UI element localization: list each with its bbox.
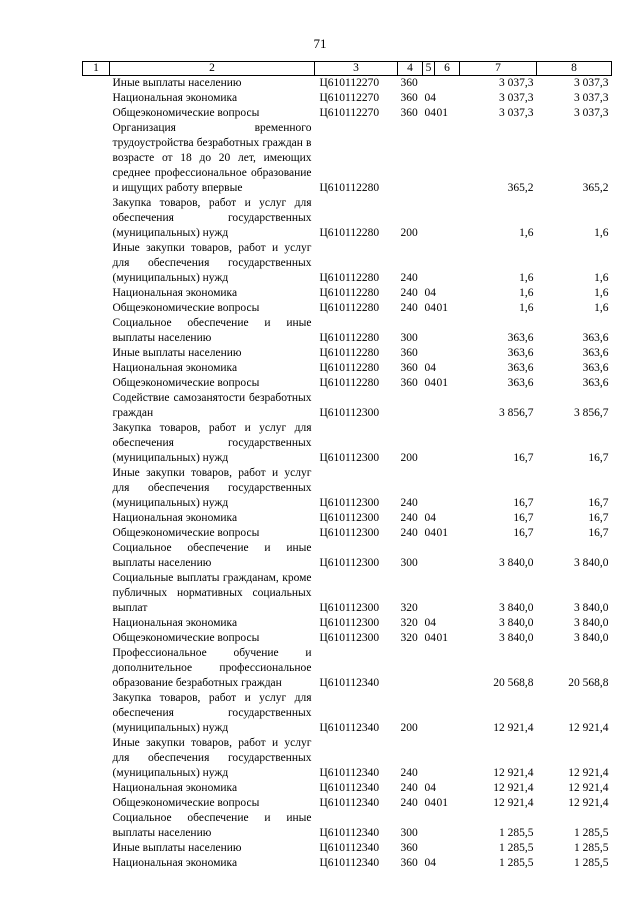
row-target-code: Ц610112340	[319, 797, 380, 809]
row-section	[423, 121, 435, 196]
row-section: 04	[424, 632, 436, 644]
row-section	[423, 841, 435, 856]
table-row	[83, 736, 612, 781]
row-amount-1: 3 840,0	[499, 557, 534, 569]
row-section	[423, 736, 435, 781]
row-name: Социальное обеспечение и иные выплаты населению	[112, 542, 312, 569]
row-amount-1: 12 921,4	[493, 782, 534, 794]
row-name: Закупка товаров, работ и услуг для обеспечения государственных (муниципальных) нужд	[112, 197, 312, 239]
row-col-1	[83, 811, 110, 841]
row-amount-1: 12 921,4	[493, 767, 534, 779]
row-section: 04	[424, 617, 436, 629]
row-amount-2: 3 037,3	[574, 92, 609, 104]
row-col-1	[83, 421, 110, 466]
table-row	[83, 631, 612, 646]
row-target-code: Ц610112300	[319, 452, 380, 464]
header-col-5: 5	[423, 62, 435, 76]
row-amount-1: 1 285,5	[499, 857, 534, 869]
row-target-code: Ц610112340	[319, 782, 380, 794]
row-section: 04	[424, 797, 436, 809]
row-amount-2: 3 037,3	[574, 107, 609, 119]
row-subsection	[435, 856, 460, 871]
row-section	[423, 541, 435, 571]
row-amount-2: 365,2	[582, 182, 609, 194]
row-expense-type: 360	[400, 347, 418, 359]
table-row	[83, 646, 612, 691]
row-name: Закупка товаров, работ и услуг для обеспечения государственных (муниципальных) нужд	[112, 422, 312, 464]
row-section: 04	[424, 287, 436, 299]
row-target-code: Ц610112280	[319, 332, 380, 344]
row-section	[423, 691, 435, 736]
row-target-code: Ц610112340	[319, 722, 380, 734]
row-col-1	[83, 646, 110, 691]
row-expense-type: 240	[400, 527, 418, 539]
row-amount-2: 20 568,8	[568, 677, 609, 689]
table-row	[83, 571, 612, 616]
row-section: 04	[424, 782, 436, 794]
row-amount-1: 20 568,8	[493, 677, 534, 689]
table-row	[83, 196, 612, 241]
row-target-code: Ц610112280	[319, 377, 380, 389]
row-name: Общеэкономические вопросы	[112, 107, 260, 119]
row-name: Национальная экономика	[112, 782, 238, 794]
row-amount-2: 12 921,4	[568, 797, 609, 809]
row-subsection	[435, 121, 460, 196]
row-section: 04	[424, 302, 436, 314]
row-amount-2: 16,7	[588, 512, 609, 524]
row-col-1	[83, 301, 110, 316]
row-target-code: Ц610112340	[319, 827, 380, 839]
row-col-1	[83, 736, 110, 781]
row-amount-2: 1,6	[594, 272, 609, 284]
row-target-code: Ц610112300	[319, 497, 380, 509]
row-target-code: Ц610112340	[319, 677, 380, 689]
row-amount-1: 1,6	[519, 302, 534, 314]
row-col-1	[83, 511, 110, 526]
row-section: 04	[424, 362, 436, 374]
row-section: 04	[424, 857, 436, 869]
row-amount-2: 16,7	[588, 452, 609, 464]
row-expense-type: 240	[400, 797, 418, 809]
row-name: Национальная экономика	[112, 512, 238, 524]
row-col-1	[83, 781, 110, 796]
row-section	[423, 76, 435, 92]
row-name: Социальные выплаты гражданам, кроме публичных нормативных социальных выплат	[112, 572, 312, 614]
row-subsection	[435, 466, 460, 511]
row-name: Социальное обеспечение и иные выплаты населению	[112, 812, 312, 839]
table-row	[83, 811, 612, 841]
row-col-1	[83, 631, 110, 646]
row-section	[423, 571, 435, 616]
table-row	[83, 346, 612, 361]
row-col-1	[83, 691, 110, 736]
row-subsection: 01	[436, 377, 448, 389]
row-amount-2: 1 285,5	[574, 827, 609, 839]
row-subsection	[435, 286, 460, 301]
row-subsection	[435, 91, 460, 106]
row-subsection: 01	[436, 797, 448, 809]
row-name: Содействие самозанятости безработных граждан	[112, 392, 312, 419]
header-col-4: 4	[398, 62, 423, 76]
row-name: Общеэкономические вопросы	[112, 632, 260, 644]
row-expense-type	[398, 391, 423, 421]
row-section	[423, 466, 435, 511]
row-subsection	[435, 646, 460, 691]
row-col-1	[83, 316, 110, 346]
table-row	[83, 856, 612, 871]
row-expense-type: 360	[400, 92, 418, 104]
table-row	[83, 301, 612, 316]
row-subsection	[435, 691, 460, 736]
header-col-7: 7	[460, 62, 537, 76]
row-amount-1: 363,6	[507, 377, 534, 389]
row-target-code: Ц610112300	[319, 632, 380, 644]
row-expense-type: 240	[400, 782, 418, 794]
row-expense-type: 240	[400, 512, 418, 524]
row-target-code: Ц610112300	[319, 557, 380, 569]
row-subsection	[435, 781, 460, 796]
row-subsection: 01	[436, 632, 448, 644]
row-col-1	[83, 361, 110, 376]
row-amount-2: 363,6	[582, 377, 609, 389]
row-target-code: Ц610112270	[319, 77, 380, 89]
row-subsection: 01	[436, 302, 448, 314]
row-col-1	[83, 241, 110, 286]
row-amount-1: 1,6	[519, 227, 534, 239]
table-row	[83, 796, 612, 811]
row-section: 04	[424, 527, 436, 539]
row-target-code: Ц610112300	[319, 407, 380, 419]
row-target-code: Ц610112280	[319, 362, 380, 374]
row-col-1	[83, 121, 110, 196]
row-amount-2: 12 921,4	[568, 782, 609, 794]
row-amount-1: 3 840,0	[499, 602, 534, 614]
row-target-code: Ц610112280	[319, 227, 380, 239]
row-target-code: Ц610112280	[319, 287, 380, 299]
row-amount-1: 1 285,5	[499, 827, 534, 839]
row-amount-2: 12 921,4	[568, 722, 609, 734]
table-row	[83, 421, 612, 466]
row-subsection	[435, 76, 460, 92]
table-row	[83, 466, 612, 511]
row-target-code: Ц610112340	[319, 857, 380, 869]
row-amount-1: 363,6	[507, 347, 534, 359]
row-section: 04	[424, 377, 436, 389]
row-subsection	[435, 541, 460, 571]
row-col-1	[83, 391, 110, 421]
row-expense-type: 360	[400, 107, 418, 119]
row-expense-type: 240	[400, 302, 418, 314]
row-amount-2: 3 840,0	[574, 617, 609, 629]
row-amount-1: 1 285,5	[499, 842, 534, 854]
table-row	[83, 316, 612, 346]
row-amount-2: 1,6	[594, 227, 609, 239]
row-section	[423, 196, 435, 241]
row-name: Иные выплаты населению	[112, 347, 242, 359]
row-target-code: Ц610112270	[319, 107, 380, 119]
row-amount-2: 3 037,3	[574, 77, 609, 89]
row-expense-type: 360	[400, 362, 418, 374]
row-col-1	[83, 856, 110, 871]
row-subsection	[435, 391, 460, 421]
row-expense-type: 240	[400, 767, 418, 779]
row-amount-1: 365,2	[507, 182, 534, 194]
row-target-code: Ц610112300	[319, 617, 380, 629]
row-amount-1: 16,7	[513, 512, 534, 524]
header-col-8: 8	[537, 62, 612, 76]
row-amount-1: 3 037,3	[499, 77, 534, 89]
row-amount-2: 16,7	[588, 527, 609, 539]
budget-table	[82, 61, 612, 871]
row-subsection	[435, 841, 460, 856]
row-expense-type: 360	[400, 857, 418, 869]
row-name: Иные выплаты населению	[112, 842, 242, 854]
row-col-1	[83, 541, 110, 571]
table-row	[83, 361, 612, 376]
row-amount-2: 1 285,5	[574, 857, 609, 869]
row-expense-type: 240	[400, 287, 418, 299]
row-col-1	[83, 286, 110, 301]
row-name: Иные закупки товаров, работ и услуг для обеспечения государственных (муниципальных) нужд	[112, 242, 312, 284]
row-section: 04	[424, 107, 436, 119]
row-subsection: 01	[436, 527, 448, 539]
row-subsection	[435, 421, 460, 466]
row-amount-2: 1 285,5	[574, 842, 609, 854]
row-expense-type: 200	[400, 452, 418, 464]
row-amount-2: 1,6	[594, 302, 609, 314]
row-name: Общеэкономические вопросы	[112, 797, 260, 809]
row-section: 04	[424, 512, 436, 524]
row-subsection	[435, 196, 460, 241]
row-section	[423, 421, 435, 466]
table-row	[83, 616, 612, 631]
header-col-2: 2	[110, 62, 315, 76]
row-col-1	[83, 376, 110, 391]
row-amount-2: 1,6	[594, 287, 609, 299]
table-row	[83, 121, 612, 196]
row-amount-1: 1,6	[519, 287, 534, 299]
row-target-code: Ц610112340	[319, 767, 380, 779]
row-name: Общеэкономические вопросы	[112, 302, 260, 314]
row-amount-1: 12 921,4	[493, 722, 534, 734]
row-amount-1: 363,6	[507, 332, 534, 344]
row-amount-2: 3 856,7	[574, 407, 609, 419]
row-expense-type: 320	[400, 617, 418, 629]
row-subsection	[435, 736, 460, 781]
row-col-1	[83, 76, 110, 92]
row-section	[423, 316, 435, 346]
row-amount-1: 16,7	[513, 527, 534, 539]
row-subsection	[435, 571, 460, 616]
row-subsection: 01	[436, 107, 448, 119]
table-row	[83, 106, 612, 121]
row-expense-type: 240	[400, 272, 418, 284]
row-expense-type: 240	[400, 497, 418, 509]
table-row	[83, 541, 612, 571]
table-row	[83, 691, 612, 736]
row-expense-type: 300	[400, 332, 418, 344]
row-amount-2: 363,6	[582, 362, 609, 374]
row-amount-1: 1,6	[519, 272, 534, 284]
table-row	[83, 526, 612, 541]
row-col-1	[83, 346, 110, 361]
table-row	[83, 76, 612, 92]
row-col-1	[83, 466, 110, 511]
row-target-code: Ц610112300	[319, 602, 380, 614]
row-amount-2: 3 840,0	[574, 557, 609, 569]
row-amount-2: 12 921,4	[568, 767, 609, 779]
row-name: Иные закупки товаров, работ и услуг для обеспечения государственных (муниципальных) нужд	[112, 737, 312, 779]
page-number: 71	[313, 36, 327, 51]
header-col-3: 3	[315, 62, 398, 76]
row-amount-2: 16,7	[588, 497, 609, 509]
row-subsection	[435, 346, 460, 361]
row-name: Национальная экономика	[112, 287, 238, 299]
row-col-1	[83, 616, 110, 631]
row-name: Социальное обеспечение и иные выплаты населению	[112, 317, 312, 344]
row-name: Общеэкономические вопросы	[112, 527, 260, 539]
row-subsection	[435, 316, 460, 346]
row-target-code: Ц610112280	[319, 272, 380, 284]
row-section	[423, 241, 435, 286]
row-target-code: Ц610112340	[319, 842, 380, 854]
row-name: Организация временного трудоустройства безработных граждан в возрасте от 18 до 20 лет, имеющих среднее профессиональное образование и ищущих работу впервые	[112, 122, 312, 194]
row-amount-1: 3 037,3	[499, 107, 534, 119]
row-amount-2: 363,6	[582, 347, 609, 359]
row-amount-1: 16,7	[513, 497, 534, 509]
row-expense-type: 360	[400, 377, 418, 389]
row-amount-1: 3 037,3	[499, 92, 534, 104]
row-amount-2: 3 840,0	[574, 602, 609, 614]
row-expense-type: 200	[400, 722, 418, 734]
table-header-row	[83, 62, 612, 76]
table-row	[83, 781, 612, 796]
row-amount-1: 16,7	[513, 452, 534, 464]
row-col-1	[83, 526, 110, 541]
row-amount-1: 12 921,4	[493, 797, 534, 809]
row-subsection	[435, 361, 460, 376]
row-subsection	[435, 616, 460, 631]
table-row	[83, 511, 612, 526]
row-name: Национальная экономика	[112, 362, 238, 374]
row-name: Иные выплаты населению	[112, 77, 242, 89]
row-expense-type: 320	[400, 632, 418, 644]
row-col-1	[83, 196, 110, 241]
row-amount-2: 3 840,0	[574, 632, 609, 644]
table-row	[83, 91, 612, 106]
row-col-1	[83, 841, 110, 856]
row-expense-type: 320	[400, 602, 418, 614]
row-target-code: Ц610112280	[319, 302, 380, 314]
row-expense-type: 300	[400, 557, 418, 569]
row-section	[423, 346, 435, 361]
row-expense-type	[398, 121, 423, 196]
table-row	[83, 391, 612, 421]
row-amount-1: 3 840,0	[499, 617, 534, 629]
header-col-6: 6	[435, 62, 460, 76]
row-amount-1: 3 856,7	[499, 407, 534, 419]
row-section	[423, 646, 435, 691]
row-col-1	[83, 91, 110, 106]
row-target-code: Ц610112300	[319, 512, 380, 524]
row-amount-1: 3 840,0	[499, 632, 534, 644]
row-name: Национальная экономика	[112, 857, 238, 869]
row-name: Национальная экономика	[112, 92, 238, 104]
row-target-code: Ц610112280	[319, 347, 380, 359]
row-col-1	[83, 796, 110, 811]
row-expense-type: 300	[400, 827, 418, 839]
row-subsection	[435, 241, 460, 286]
row-name: Профессиональное обучение и дополнительное профессиональное образование безработных граждан	[112, 647, 312, 689]
row-target-code: Ц610112300	[319, 527, 380, 539]
row-expense-type: 200	[400, 227, 418, 239]
row-target-code: Ц610112280	[319, 182, 380, 194]
table-row	[83, 841, 612, 856]
row-expense-type: 360	[400, 77, 418, 89]
header-col-1: 1	[83, 62, 110, 76]
row-section	[423, 811, 435, 841]
row-section: 04	[424, 92, 436, 104]
row-name: Общеэкономические вопросы	[112, 377, 260, 389]
row-col-1	[83, 571, 110, 616]
row-col-1	[83, 106, 110, 121]
row-amount-2: 363,6	[582, 332, 609, 344]
row-name: Национальная экономика	[112, 617, 238, 629]
row-expense-type	[398, 646, 423, 691]
table-body	[83, 76, 612, 872]
row-name: Закупка товаров, работ и услуг для обеспечения государственных (муниципальных) нужд	[112, 692, 312, 734]
row-subsection	[435, 511, 460, 526]
row-name: Иные закупки товаров, работ и услуг для обеспечения государственных (муниципальных) нужд	[112, 467, 312, 509]
row-section	[423, 391, 435, 421]
table-row	[83, 376, 612, 391]
table-row	[83, 241, 612, 286]
row-expense-type: 360	[400, 842, 418, 854]
table-row	[83, 286, 612, 301]
row-subsection	[435, 811, 460, 841]
row-target-code: Ц610112270	[319, 92, 380, 104]
row-amount-1: 363,6	[507, 362, 534, 374]
